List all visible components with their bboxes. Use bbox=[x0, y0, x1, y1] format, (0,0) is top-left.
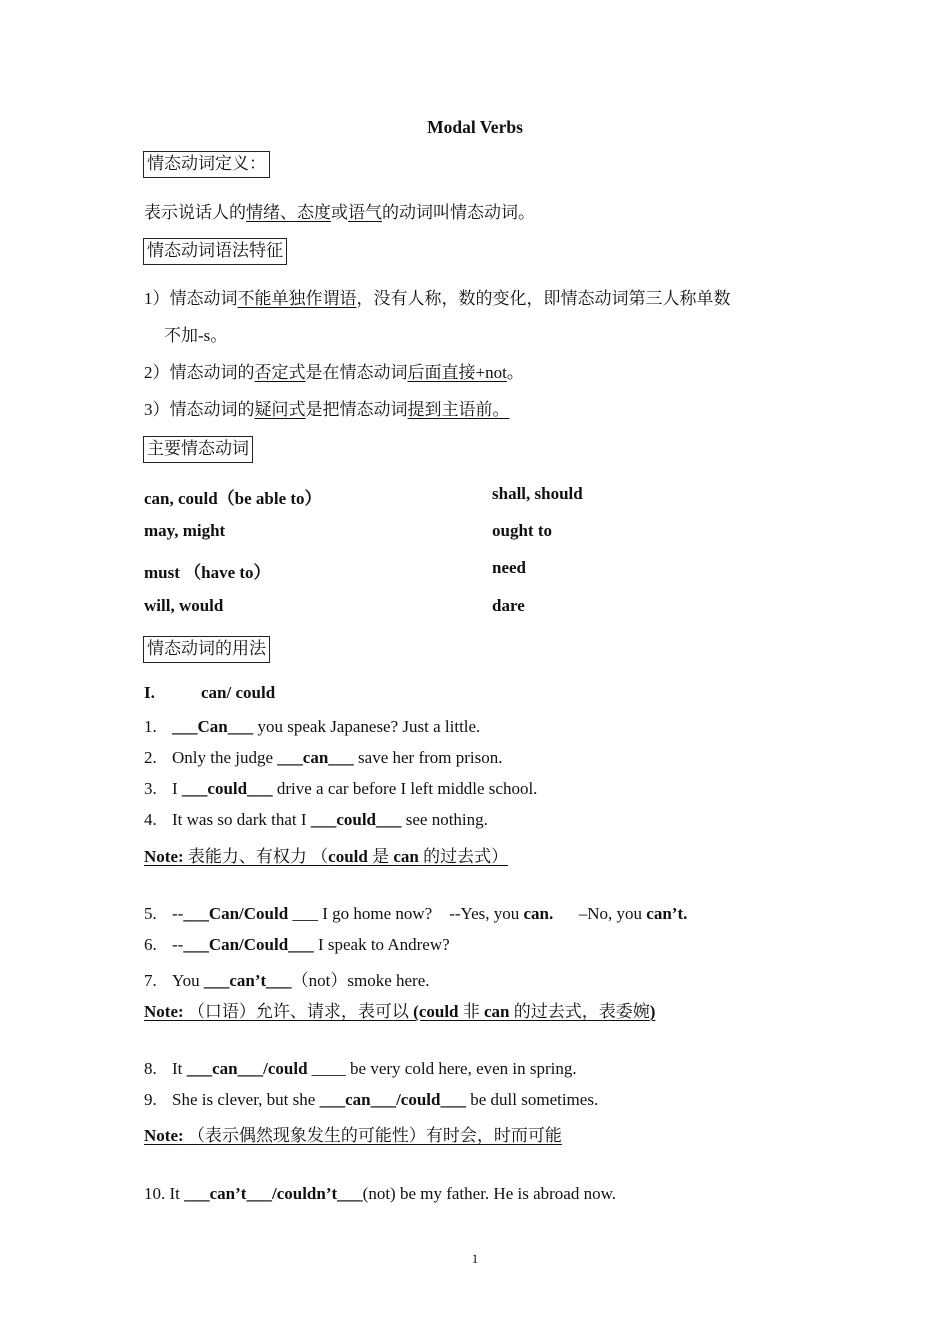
answer: can bbox=[212, 1059, 238, 1078]
main-verbs-heading: 主要情态动词 bbox=[143, 436, 253, 463]
note: Note: （口语）允许、请求，表可以 (could 非 can 的过去式，表委婉) bbox=[144, 1002, 656, 1021]
page-title: Modal Verbs bbox=[427, 117, 523, 137]
verb-left: must （have to） bbox=[144, 563, 271, 582]
exercise-item: 2. Only the judge ___can___ save her from prison. bbox=[144, 748, 503, 767]
answer: Can/Could bbox=[208, 904, 289, 923]
exercise-item: 9. She is clever, but she ___can___/could___ be dull sometimes. bbox=[144, 1090, 599, 1109]
feature-3: 3）情态动词的疑问式是把情态动词提到主语前。 bbox=[144, 400, 510, 419]
note: Note: （表示偶然现象发生的可能性）有时会，时而可能 bbox=[144, 1126, 562, 1145]
exercise-item: 3. I ___could___ drive a car before I left middle school. bbox=[144, 779, 538, 798]
usage-heading: 情态动词的用法 bbox=[143, 636, 270, 663]
exercise-item: 6. --___Can/Could___ I speak to Andrew? bbox=[144, 935, 450, 954]
verb-left: can, could（be able to） bbox=[144, 489, 322, 508]
feature-1: 1）情态动词不能单独作谓语，没有人称，数的变化，即情态动词第三人称单数 bbox=[144, 289, 731, 308]
features-heading: 情态动词语法特征 bbox=[143, 238, 287, 265]
definition-text: 表示说话人的情绪、态度或语气的动词叫情态动词。 bbox=[144, 203, 535, 222]
answer: can’t bbox=[209, 1184, 247, 1203]
exercise-item: 4. It was so dark that I ___could___ see nothing. bbox=[144, 810, 488, 829]
part-roman: I. bbox=[144, 683, 155, 702]
definition-heading: 情态动词定义： bbox=[143, 151, 270, 178]
verb-right: dare bbox=[492, 596, 525, 615]
answer: could bbox=[207, 779, 248, 798]
exercise-item: 1. ___Can___ you speak Japanese? Just a little. bbox=[144, 717, 481, 736]
exercise-item: 7. You ___can’t___（not）smoke here. bbox=[144, 971, 430, 990]
exercise-item: 8. It ___can___/could ____ be very cold here, even in spring. bbox=[144, 1059, 577, 1078]
part-heading: can/ could bbox=[201, 683, 276, 702]
answer: Can bbox=[197, 717, 228, 736]
answer: can’t bbox=[229, 971, 267, 990]
verb-left: will, would bbox=[144, 596, 224, 615]
answer: can bbox=[302, 748, 329, 767]
verb-right: shall, should bbox=[492, 484, 583, 503]
note: Note: 表能力、有权力 （could 是 can 的过去式） bbox=[144, 847, 509, 866]
verb-right: ought to bbox=[492, 521, 552, 540]
verb-right: need bbox=[492, 558, 526, 577]
page-number: 1 bbox=[471, 1251, 479, 1266]
answer: Can/Could bbox=[208, 935, 289, 954]
exercise-item: 10. It ___can’t___/couldn’t___(not) be my father. He is abroad now. bbox=[144, 1184, 617, 1203]
verb-left: may, might bbox=[144, 521, 226, 540]
feature-1-cont: 不加-s。 bbox=[164, 326, 228, 345]
answer: could bbox=[336, 810, 376, 829]
answer: can bbox=[345, 1090, 371, 1109]
exercise-item: 5. --___Can/Could ___ I go home now? --Yes, you can. –No, you can’t. bbox=[144, 904, 688, 923]
feature-2: 2）情态动词的否定式是在情态动词后面直接+not。 bbox=[144, 363, 524, 382]
